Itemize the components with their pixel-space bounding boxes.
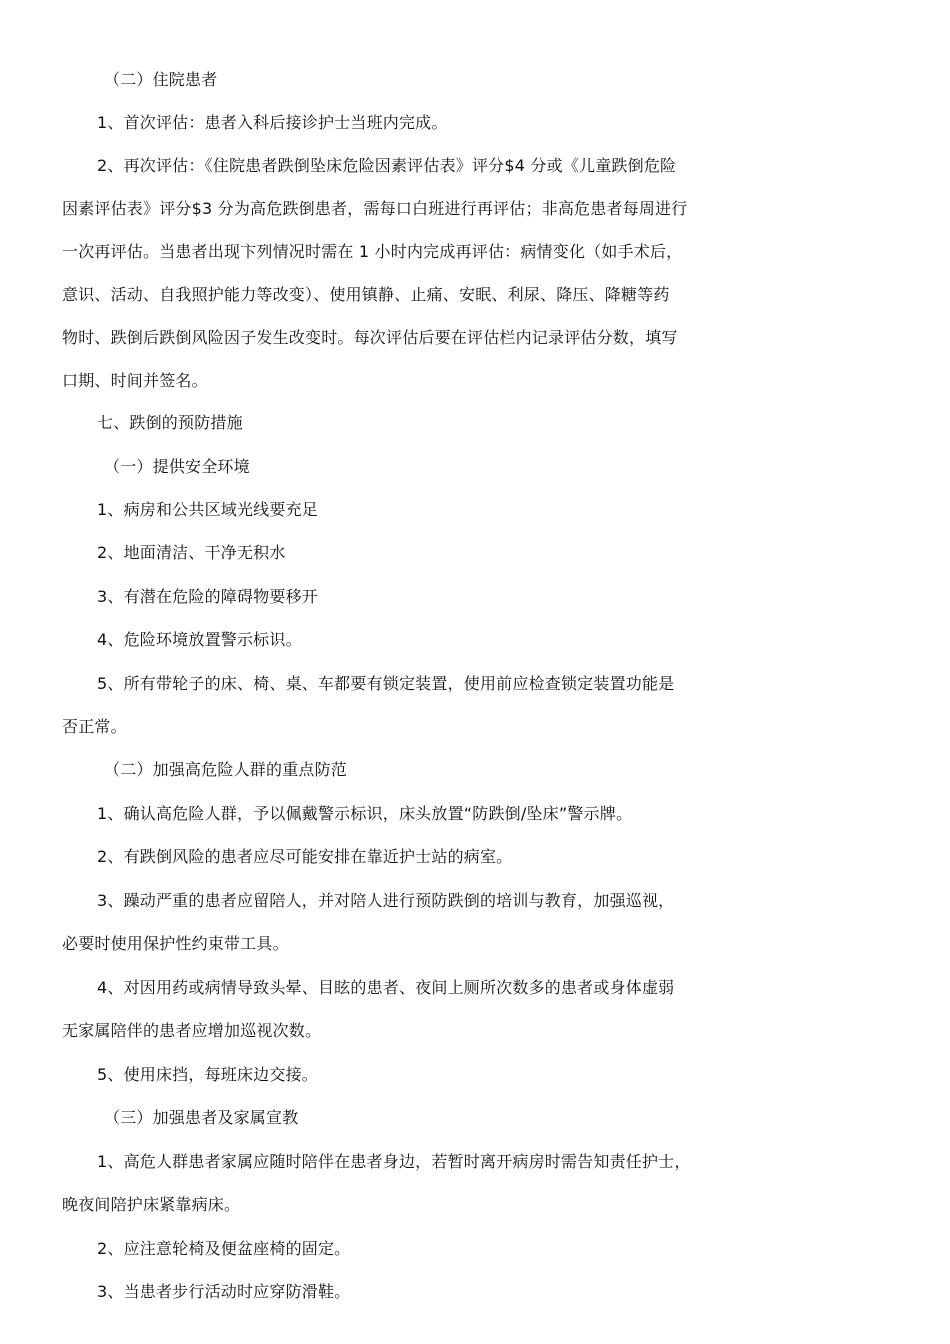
paragraph-line: 否正常。 — [62, 717, 127, 736]
list-item: 2、地面清洁、干净无积水 — [97, 543, 286, 562]
paragraph-line: 无家属陪伴的患者应增加巡视次数。 — [62, 1021, 322, 1040]
list-item: 5、使用床挡，每班床边交接。 — [97, 1065, 318, 1084]
subsection-heading: （三）加强患者及家属宣教 — [104, 1108, 299, 1127]
list-item: 1、高危人群患者家属应随时陪伴在患者身边，若暂时离开病房时需告知责任护士， — [97, 1152, 691, 1171]
list-item: 1、确认高危险人群，予以佩戴警示标识，床头放置“防跌倒/坠床”警示牌。 — [97, 804, 633, 823]
section-heading-inpatient: （二）住院患者 — [104, 70, 218, 89]
paragraph-line: 一次再评估。当患者出现卞列情况时需在 1 小时内完成再评估：病情变化（如手术后， — [62, 242, 683, 261]
paragraph-line: 晚夜间陪护床紧靠病床。 — [62, 1195, 241, 1214]
paragraph-line: 必要时使用保护性约束带工具。 — [62, 934, 289, 953]
paragraph-line: 物时、跌倒后跌倒风险因子发生改变时。每次评估后要在评估栏内记录评估分数，填写 — [62, 328, 678, 347]
paragraph-line: 1、首次评估：患者入科后接诊护士当班内完成。 — [97, 113, 448, 132]
list-item: 5、所有带轮子的床、椅、桌、车都要有锁定装置，使用前应检查锁定装置功能是 — [97, 674, 675, 693]
subsection-heading: （二）加强高危险人群的重点防范 — [104, 760, 348, 779]
list-item: 1、病房和公共区域光线要充足 — [97, 500, 318, 519]
list-item: 2、应注意轮椅及便盆座椅的固定。 — [97, 1239, 351, 1258]
paragraph-line: 因素评估表》评分$3 分为高危跌倒患者，需每口白班进行再评估；非高危患者每周进行 — [62, 199, 688, 218]
list-item: 3、躁动严重的患者应留陪人，并对陪人进行预防跌倒的培训与教育，加强巡视， — [97, 891, 675, 910]
paragraph-line: 意识、活动、自我照护能力等改变）、使用镇静、止痛、安眠、利尿、降压、降糖等药 — [62, 285, 670, 304]
list-item: 4、对因用药或病情导致头晕、目眩的患者、夜间上厕所次数多的患者或身体虚弱 — [97, 978, 675, 997]
subsection-heading: （一）提供安全环境 — [104, 457, 250, 476]
list-item: 2、有跌倒风险的患者应尽可能安排在靠近护士站的病室。 — [97, 847, 513, 866]
section-heading-prevention: 七、跌倒的预防措施 — [97, 413, 243, 432]
list-item: 3、当患者步行活动时应穿防滑鞋。 — [97, 1282, 351, 1301]
list-item: 3、有潜在危险的障碍物要移开 — [97, 587, 318, 606]
list-item: 4、危险环境放置警示标识。 — [97, 630, 302, 649]
paragraph-line: 口期、时间并签名。 — [62, 371, 208, 390]
paragraph-line: 2、再次评估：《住院患者跌倒坠床危险因素评估表》评分$4 分或《儿童跌倒危险 — [97, 156, 677, 175]
